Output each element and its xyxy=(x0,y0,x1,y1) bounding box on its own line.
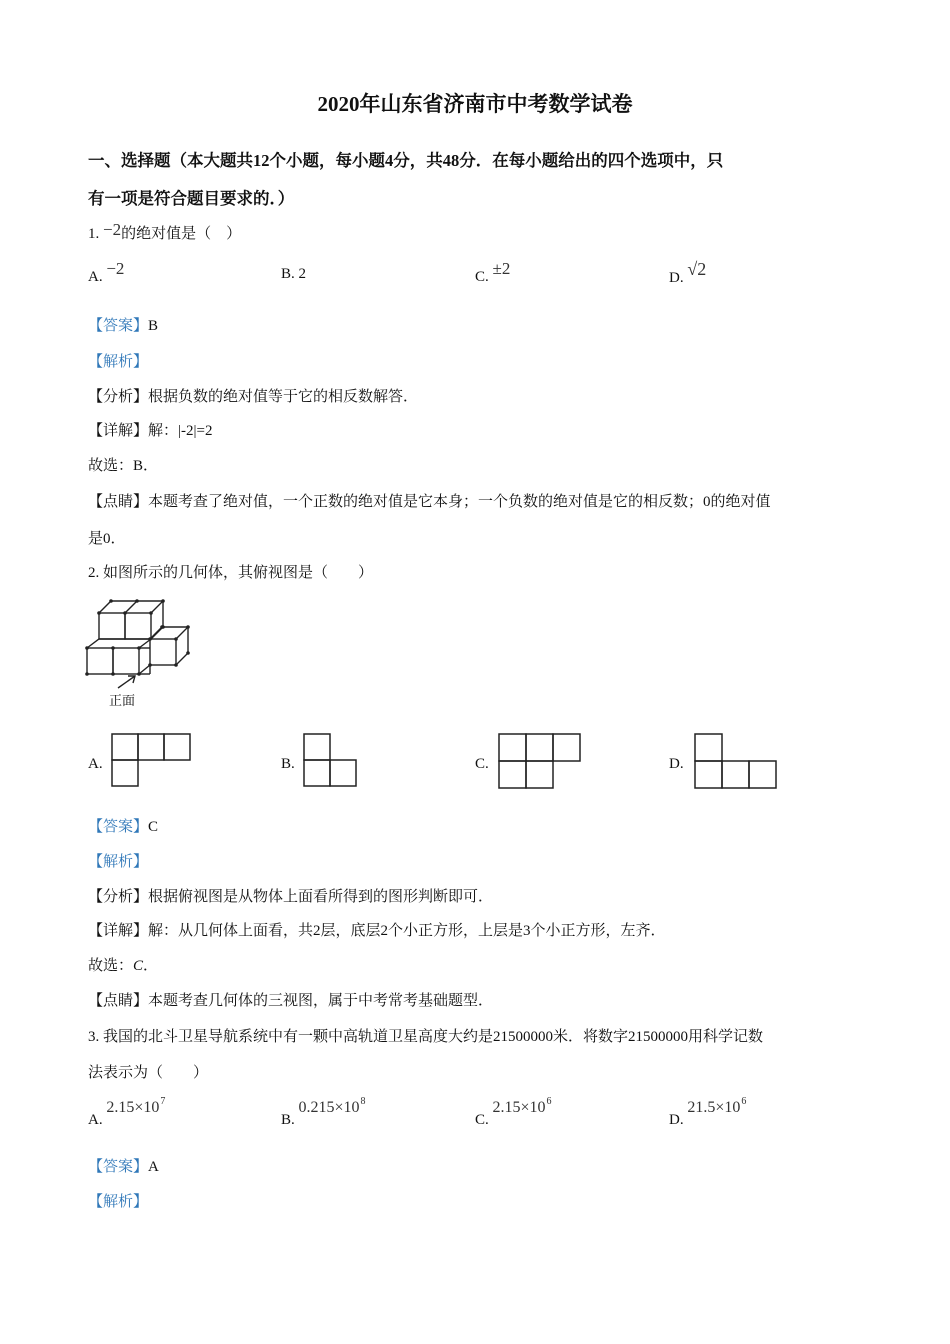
choose-suffix: ． xyxy=(143,958,159,974)
q2-option-d-letter: D. xyxy=(669,756,684,772)
answer-value: C xyxy=(148,819,159,835)
q1-answer xyxy=(88,314,158,335)
option-letter: A. xyxy=(88,269,103,285)
cube-edge xyxy=(139,665,150,674)
q1-option-a xyxy=(88,259,125,286)
fenxi-text: 根据俯视图是从物体上面看所得到的图形判断即可． xyxy=(148,889,494,905)
q2-stem: 2. 如图所示的几何体，其俯视图是（ ） xyxy=(88,565,374,581)
q1-xiangjie xyxy=(88,419,212,440)
q1-option-b xyxy=(281,266,306,283)
q2-dianjing xyxy=(88,989,493,1010)
q3-answer xyxy=(88,1155,159,1176)
fenxi-text: 根据负数的绝对值等于它的相反数解答． xyxy=(148,389,419,405)
cube-face xyxy=(113,648,139,674)
q3-stem-line2: 法表示为（ ） xyxy=(88,1065,209,1081)
option-letter: B. 2 xyxy=(281,266,307,282)
q2-option-c-letter: C. xyxy=(475,756,489,772)
option-base: 2.15×10 xyxy=(492,1099,546,1116)
cube-face xyxy=(99,613,125,639)
q2-option-b-figure xyxy=(302,732,362,790)
q1-fenxi xyxy=(88,385,418,406)
section-header-line2: 有一项是符合题目要求的．） xyxy=(88,189,295,208)
xiangjie-text: 解：从几何体上面看，共2层，底层2个小正方形，上层是3个小正方形，左齐． xyxy=(148,923,666,939)
q2-solid-figure xyxy=(80,596,200,712)
q1-option-d xyxy=(669,259,707,287)
xiangjie-tag: 【详解】 xyxy=(88,923,149,939)
choose-letter: C xyxy=(133,958,144,974)
option-letter: C. xyxy=(475,1112,489,1128)
fenxi-tag: 【分析】 xyxy=(88,389,149,405)
cube-face xyxy=(87,648,113,674)
q3-stem-line1: 3. 我国的北斗卫星导航系统中有一颗中高轨道卫星高度大约是21500000米．将数字21500000用科学记数 xyxy=(88,1029,764,1045)
option-base: 2.15×10 xyxy=(106,1099,160,1116)
cube-edge xyxy=(125,601,137,613)
option-value xyxy=(106,1096,166,1116)
answer-tag: 【答案】 xyxy=(88,318,149,334)
q1-stem-text: 的绝对值是（ ） xyxy=(121,226,242,242)
xiangjie-tag: 【详解】 xyxy=(88,423,149,439)
option-letter: D. xyxy=(669,270,684,286)
option-letter: D. xyxy=(669,1112,684,1128)
option-value xyxy=(687,1096,747,1116)
q1-dianjing-line1 xyxy=(88,490,771,511)
q1-expr: −2 xyxy=(103,220,122,239)
choose-prefix: 故选： xyxy=(88,958,134,974)
q1-dianjing-line2: 是0． xyxy=(88,531,126,547)
option-value: √2 xyxy=(687,259,707,279)
fenxi-tag: 【分析】 xyxy=(88,889,149,905)
answer-value: A xyxy=(148,1159,159,1175)
q2-option-c-figure xyxy=(497,732,583,790)
cube-face xyxy=(150,639,176,665)
option-base: 21.5×10 xyxy=(687,1099,741,1116)
q1-analysis-tag: 【解析】 xyxy=(88,354,149,370)
page-title: 2020年山东省济南市中考数学试卷 xyxy=(317,92,633,116)
option-base: 0.215×10 xyxy=(298,1099,360,1116)
answer-tag: 【答案】 xyxy=(88,819,149,835)
q2-option-d-figure xyxy=(693,732,779,790)
option-value xyxy=(492,1096,552,1116)
q2-xiangjie xyxy=(88,919,666,940)
q2-analysis-tag: 【解析】 xyxy=(88,854,149,870)
option-letter: B. xyxy=(281,1112,295,1128)
option-exponent: 8 xyxy=(360,1096,366,1107)
q2-answer xyxy=(88,815,158,836)
answer-tag: 【答案】 xyxy=(88,1159,149,1175)
dianjing-text: 本题考查几何体的三视图，属于中考常考基础题型． xyxy=(148,993,494,1009)
option-exponent: 6 xyxy=(741,1096,747,1107)
q1-choose: 故选：B． xyxy=(88,458,159,474)
front-arrow xyxy=(118,676,135,688)
option-letter: C. xyxy=(475,269,489,285)
option-letter: A. xyxy=(88,1112,103,1128)
section-header-line1: 一、选择题（本大题共12个小题，每小题4分，共48分．在每小题给出的四个选项中，只 xyxy=(88,151,724,170)
q2-choose xyxy=(88,954,158,975)
dianjing-tag: 【点睛】 xyxy=(88,993,149,1009)
dianjing-tag: 【点睛】 xyxy=(88,494,149,510)
cube-edge xyxy=(150,627,188,639)
q2-figure-label: 正面 xyxy=(109,694,136,709)
option-exponent: 6 xyxy=(546,1096,552,1107)
q1-number: 1. xyxy=(88,226,100,242)
q1-stem xyxy=(88,222,241,243)
option-value: ±2 xyxy=(492,259,511,278)
q2-option-a-figure xyxy=(110,732,194,790)
q1-option-c xyxy=(475,259,511,286)
q2-fenxi xyxy=(88,885,493,906)
dianjing-text: 本题考查了绝对值，一个正数的绝对值是它本身；一个负数的绝对值是它的相反数；0的绝对值 xyxy=(148,494,771,510)
q2-option-b-letter: B. xyxy=(281,756,295,772)
q3-analysis-tag: 【解析】 xyxy=(88,1194,149,1210)
cube-face xyxy=(125,613,151,639)
option-value xyxy=(298,1096,366,1116)
q2-option-a-letter: A. xyxy=(88,756,103,772)
xiangjie-text: 解：|-2|=2 xyxy=(148,423,213,439)
option-value: −2 xyxy=(106,259,125,278)
answer-value: B xyxy=(148,318,159,334)
option-exponent: 7 xyxy=(160,1096,166,1107)
